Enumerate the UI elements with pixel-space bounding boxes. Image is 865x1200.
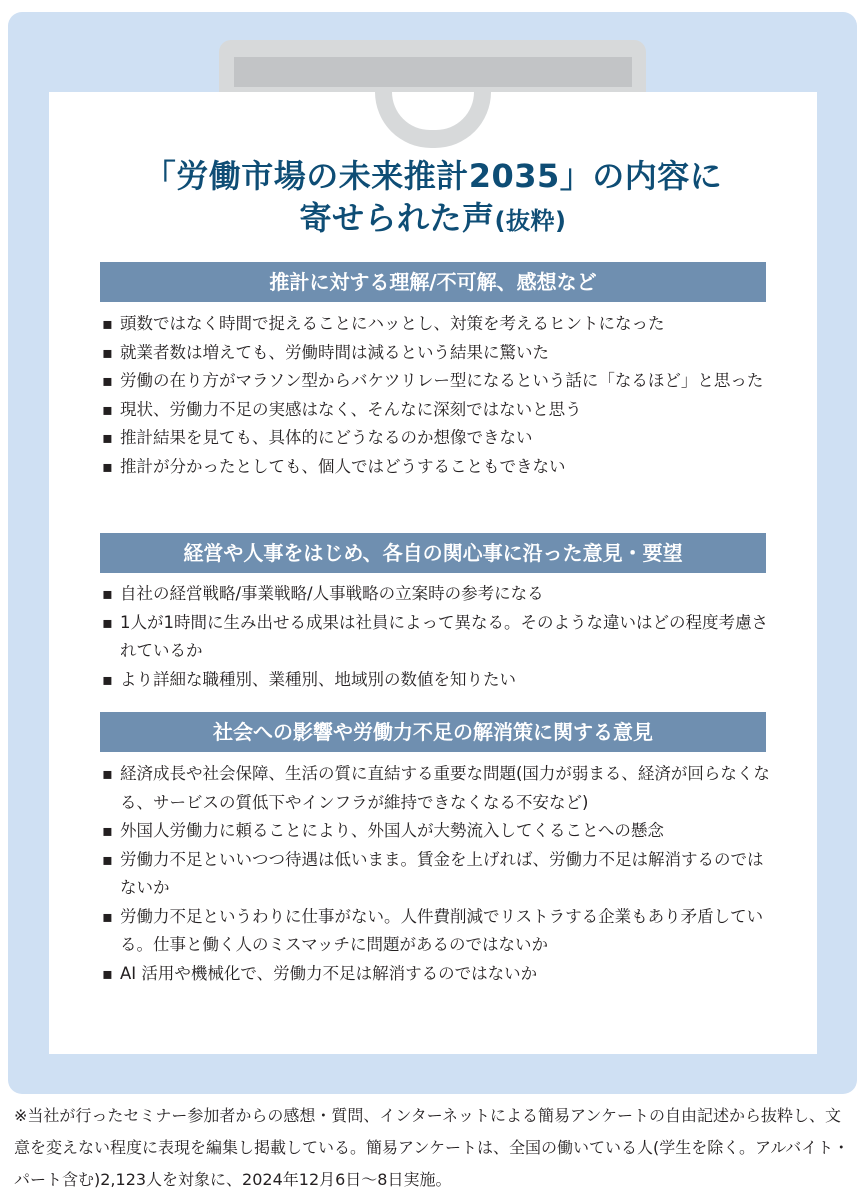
bullet-icon: ▪: [102, 821, 113, 840]
list-item: ▪ 外国人労働力に頼ることにより、外国人が大勢流入してくることへの懸念: [100, 817, 770, 846]
bullet-icon: ▪: [102, 399, 113, 419]
bullet-icon: ▪: [102, 963, 113, 983]
list-item: ▪ 経済成長や社会保障、生活の質に直結する重要な問題(国力が弱まる、経済が回らなくなる、サービスの質低下やインフラが維持できなくなる不安など): [100, 760, 770, 817]
bullet-icon: ▪: [102, 764, 113, 783]
list-item: ▪ 現状、労働力不足の実感はなく、そんなに深刻ではないと思う: [100, 396, 770, 425]
bullet-icon: ▪: [102, 371, 113, 390]
bullet-icon: ▪: [102, 314, 113, 333]
bullet-icon: ▪: [102, 584, 113, 603]
section-heading-1: 推計に対する理解/不可解、感想など: [100, 262, 766, 302]
list-item: ▪ 1人が1時間に生み出せる成果は社員によって異なる。そのような違いはどの程度考慮されているか: [100, 609, 770, 666]
list-item: ▪ 労働力不足というわりに仕事がない。人件費削減でリストラする企業もあり矛盾している。仕事と働く人のミスマッチに問題があるのではないか: [100, 903, 770, 960]
bullet-icon: ▪: [102, 612, 113, 632]
list-item: ▪ 推計が分かったとしても、個人ではどうすることもできない: [100, 453, 770, 482]
clip-top-inner: [234, 57, 632, 87]
section-list-2: [100, 580, 770, 694]
title-line-2-main: 寄せられた声: [299, 199, 495, 237]
bullet-icon: ▪: [102, 906, 113, 926]
list-item: ▪ 自社の経営戦略/事業戦略/人事戦略の立案時の参考になる: [100, 580, 770, 609]
bullet-icon: ▪: [102, 456, 113, 476]
list-item: ▪ 推計結果を見ても、具体的にどうなるのか想像できない: [100, 424, 770, 453]
list-item: ▪ 労働の在り方がマラソン型からバケツリレー型になるという話に「なるほど」と思った: [100, 367, 770, 396]
bullet-icon: ▪: [102, 669, 113, 689]
bullet-icon: ▪: [102, 849, 113, 869]
list-item: ▪ 就業者数は増えても、労働時間は減るという結果に驚いた: [100, 339, 770, 368]
section-list-3: [100, 760, 770, 988]
title-line-2: [49, 197, 817, 242]
footnote: ※当社が行ったセミナー参加者からの感想・質問、インターネットによる簡易アンケートの自由記述から抜粋し、文意を変えない程度に表現を編集し掲載している。簡易アンケートは、全国の働いている人(学生を除く。アルバイト・パート含む)2,123人を対象に、2024年12月6日〜8日実施。: [14, 1106, 850, 1189]
title-line-1: 「労働市場の未来推計2035」の内容に: [143, 157, 723, 195]
page-title: [49, 155, 817, 242]
bullet-icon: ▪: [102, 342, 113, 362]
list-item: ▪ AI 活用や機械化で、労働力不足は解消するのではないか: [100, 960, 770, 989]
title-line-2-small: (抜粋): [494, 207, 567, 235]
section-list-1: [100, 310, 770, 481]
list-item: ▪ より詳細な職種別、業種別、地域別の数値を知りたい: [100, 666, 770, 695]
section-heading-2: 経営や人事をはじめ、各自の関心事に沿った意見・要望: [100, 533, 766, 573]
section-heading-3: 社会への影響や労働力不足の解消策に関する意見: [100, 712, 766, 752]
list-item: ▪ 頭数ではなく時間で捉えることにハッとし、対策を考えるヒントになった: [100, 310, 770, 339]
list-item: ▪ 労働力不足といいつつ待遇は低いまま。賃金を上げれば、労働力不足は解消するのではないか: [100, 846, 770, 903]
bullet-icon: ▪: [102, 428, 113, 447]
